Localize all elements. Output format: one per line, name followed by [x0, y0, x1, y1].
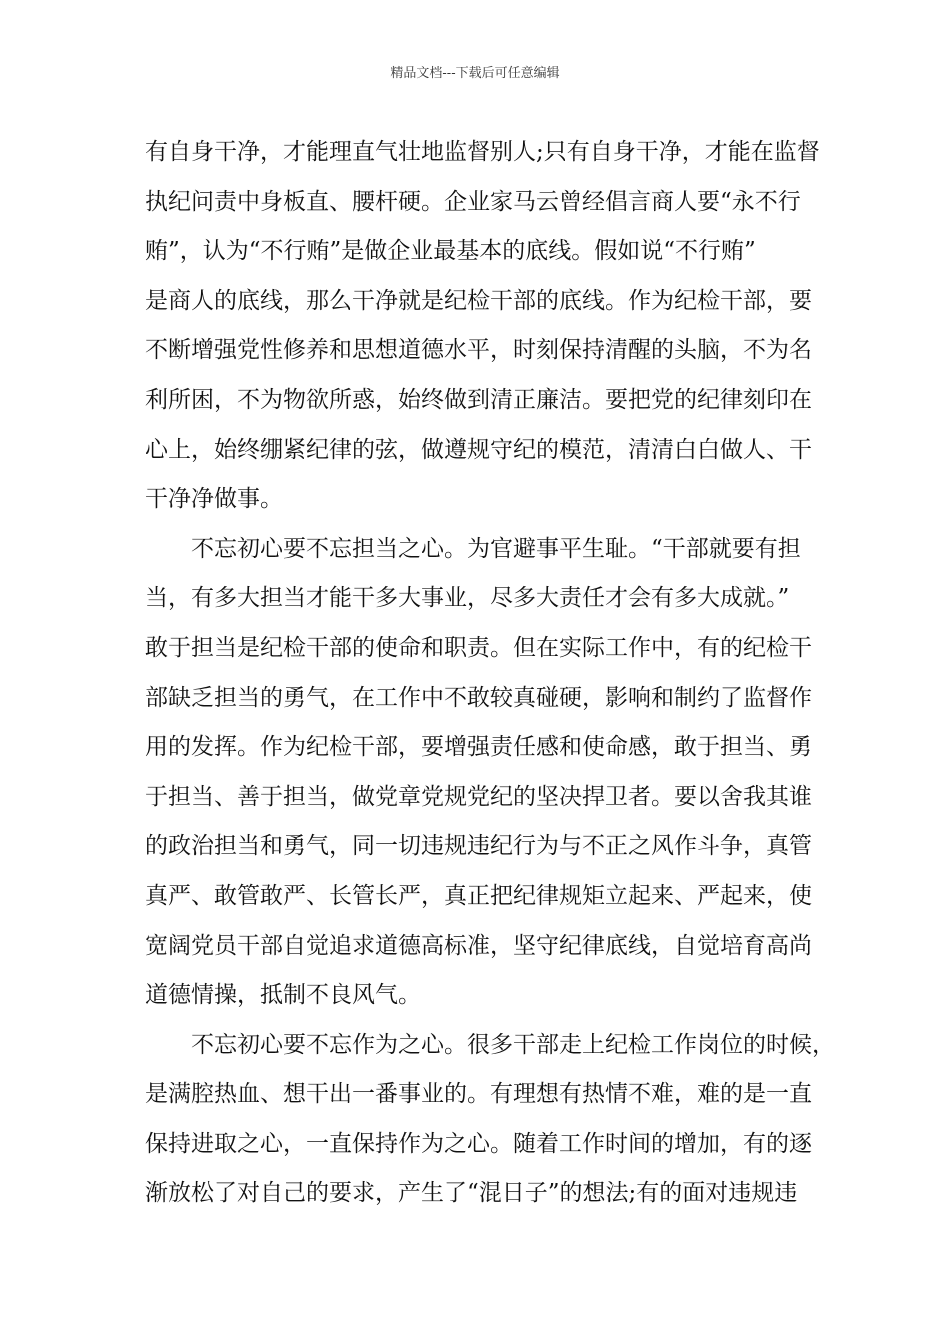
text-line: 敢于担当是纪检干部的使命和职责。但在实际工作中，有的纪检干	[145, 634, 812, 661]
text-line: 渐放松了对自己的要求，产生了“混日子”的想法;有的面对违规违	[145, 1180, 798, 1207]
text-line: 当，有多大担当才能干多大事业，尽多大责任才会有多大成就。”	[145, 585, 790, 612]
text-line: 干净净做事。	[145, 486, 283, 513]
text-line: 心上，始终绷紧纪律的弦，做遵规守纪的模范，清清白白做人、干	[145, 436, 812, 463]
text-line: 执纪问责中身板直、腰杆硬。企业家马云曾经倡言商人要“永不行	[145, 188, 801, 215]
text-line: 是商人的底线，那么干净就是纪检干部的底线。作为纪检干部，要	[145, 287, 812, 314]
text-line: 是满腔热血、想干出一番事业的。有理想有热情不难，难的是一直	[145, 1081, 812, 1108]
text-line: 贿”，认为“不行贿”是做企业最基本的底线。假如说“不行贿”	[145, 238, 756, 265]
text-line: 部缺乏担当的勇气，在工作中不敢较真碰硬，影响和制约了监督作	[145, 684, 812, 711]
text-line: 不断增强党性修养和思想道德水平，时刻保持清醒的头脑，不为名	[145, 337, 812, 364]
text-line: 宽阔党员干部自觉追求道德高标准，坚守纪律底线，自觉培育高尚	[145, 932, 812, 959]
document-body	[145, 128, 835, 1219]
text-line: 道德情操，抵制不良风气。	[145, 982, 421, 1009]
text-line: 不忘初心要不忘作为之心。很多干部走上纪检工作岗位的时候，	[191, 1031, 835, 1058]
text-line: 保持进取之心，一直保持作为之心。随着工作时间的增加，有的逐	[145, 1130, 812, 1157]
text-line: 有自身干净，才能理直气壮地监督别人;只有自身干净，才能在监督	[145, 139, 820, 165]
text-line: 于担当、善于担当，做党章党规党纪的坚决捍卫者。要以舍我其谁	[145, 783, 812, 810]
text-line: 不忘初心要不忘担当之心。为官避事平生耻。“干部就要有担	[191, 535, 801, 562]
paragraph	[145, 525, 835, 1021]
text-line: 利所困，不为物欲所惑，始终做到清正廉洁。要把党的纪律刻印在	[145, 386, 812, 413]
page-header: 精品文档---下载后可任意编辑	[390, 66, 560, 81]
text-line: 真严、敢管敢严、长管长严，真正把纪律规矩立起来、严起来，使	[145, 882, 812, 909]
paragraph	[145, 1021, 835, 1219]
text-line: 用的发挥。作为纪检干部，要增强责任感和使命感，敢于担当、勇	[145, 734, 812, 761]
text-line: 的政治担当和勇气，同一切违规违纪行为与不正之风作斗争，真管	[145, 833, 812, 860]
paragraph	[145, 128, 835, 525]
